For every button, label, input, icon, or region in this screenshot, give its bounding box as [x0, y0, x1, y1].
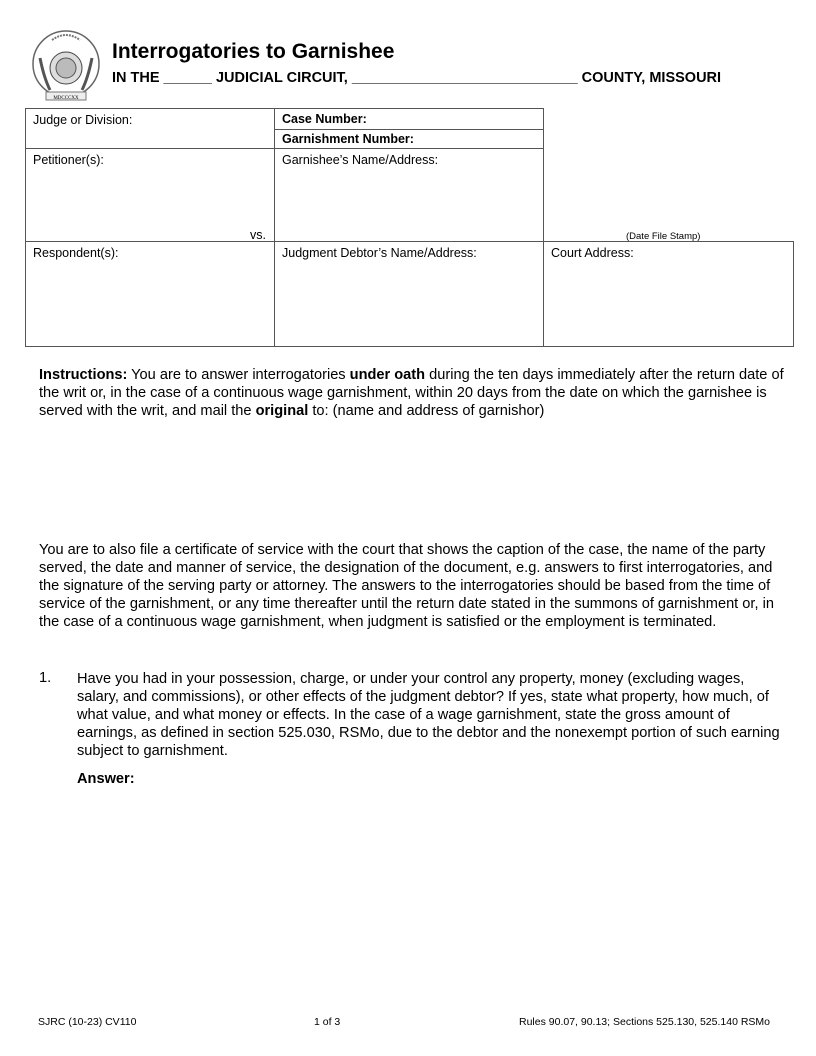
- question-1-text: Have you had in your possession, charge, or under your control any property, money (excluding wages, salary, and commissions), or other effects of the judgment debtor? If yes, state what property, how much, of what value, and what money or effects. In the case of a wage garnishment, state the gross amount of earnings, as defined in section 525.030, RSMo, due to the debtor and the nonexempt portion of such earning subject to garnishment.: [77, 671, 780, 759]
- court-address-field[interactable]: Court Address:: [551, 246, 634, 260]
- instructions-label: Instructions:: [39, 367, 128, 383]
- petitioner-field[interactable]: Petitioner(s):: [33, 153, 104, 167]
- case-number-field[interactable]: Case Number:: [282, 112, 367, 126]
- garnishment-number-field[interactable]: Garnishment Number:: [282, 132, 414, 146]
- missouri-seal-logo: [30, 28, 102, 104]
- text: to: (name and address of garnishor): [308, 403, 545, 419]
- text: during the ten days immediately after the return date of the writ or, in the case of a continuous wage garnishment, within 20 days from the date on which the garnishee is served with the writ, and mail the: [39, 367, 784, 419]
- text: under oath: [349, 367, 426, 383]
- instructions-paragraph: [39, 366, 784, 420]
- garnishee-name-address-field[interactable]: Garnishee’s Name/Address:: [282, 153, 439, 167]
- judge-division-field[interactable]: Judge or Division:: [33, 113, 133, 127]
- respondent-field[interactable]: Respondent(s):: [33, 246, 119, 260]
- date-file-stamp-label: (Date File Stamp): [626, 231, 701, 242]
- court-heading: IN THE ______ JUDICIAL CIRCUIT, ____________________________ COUNTY, MISSOURI: [112, 70, 722, 86]
- rules-reference: Rules 90.07, 90.13; Sections 525.130, 525.140 RSMo: [519, 1016, 771, 1028]
- form-number: SJRC (10-23) CV110: [38, 1016, 137, 1028]
- page-number: 1 of 3: [314, 1016, 341, 1028]
- answer-label: Answer:: [77, 771, 135, 787]
- form-title: Interrogatories to Garnishee: [112, 40, 395, 63]
- question-number: 1.: [39, 670, 52, 686]
- text: original: [255, 403, 309, 419]
- text: You are to answer interrogatories: [127, 367, 350, 383]
- vs-label: vs.: [250, 228, 266, 242]
- certificate-paragraph: You are to also file a certificate of service with the court that shows the caption of the case, the name of the party served, the date and manner of service, the designation of the document, e.g. answers to first interrogatories, and the signature of the serving party or attorney. The answers to the interrogatories should be based from the time of service of the garnishment, or any time thereafter until the return date stated in the summons of garnishment or, in the case of a continuous wage garnishment, when judgment is satisfied or the employment is terminated.: [39, 542, 774, 630]
- judgment-debtor-field[interactable]: Judgment Debtor’s Name/Address:: [282, 246, 477, 260]
- svg-text:MDCCCXX: MDCCCXX: [53, 96, 79, 101]
